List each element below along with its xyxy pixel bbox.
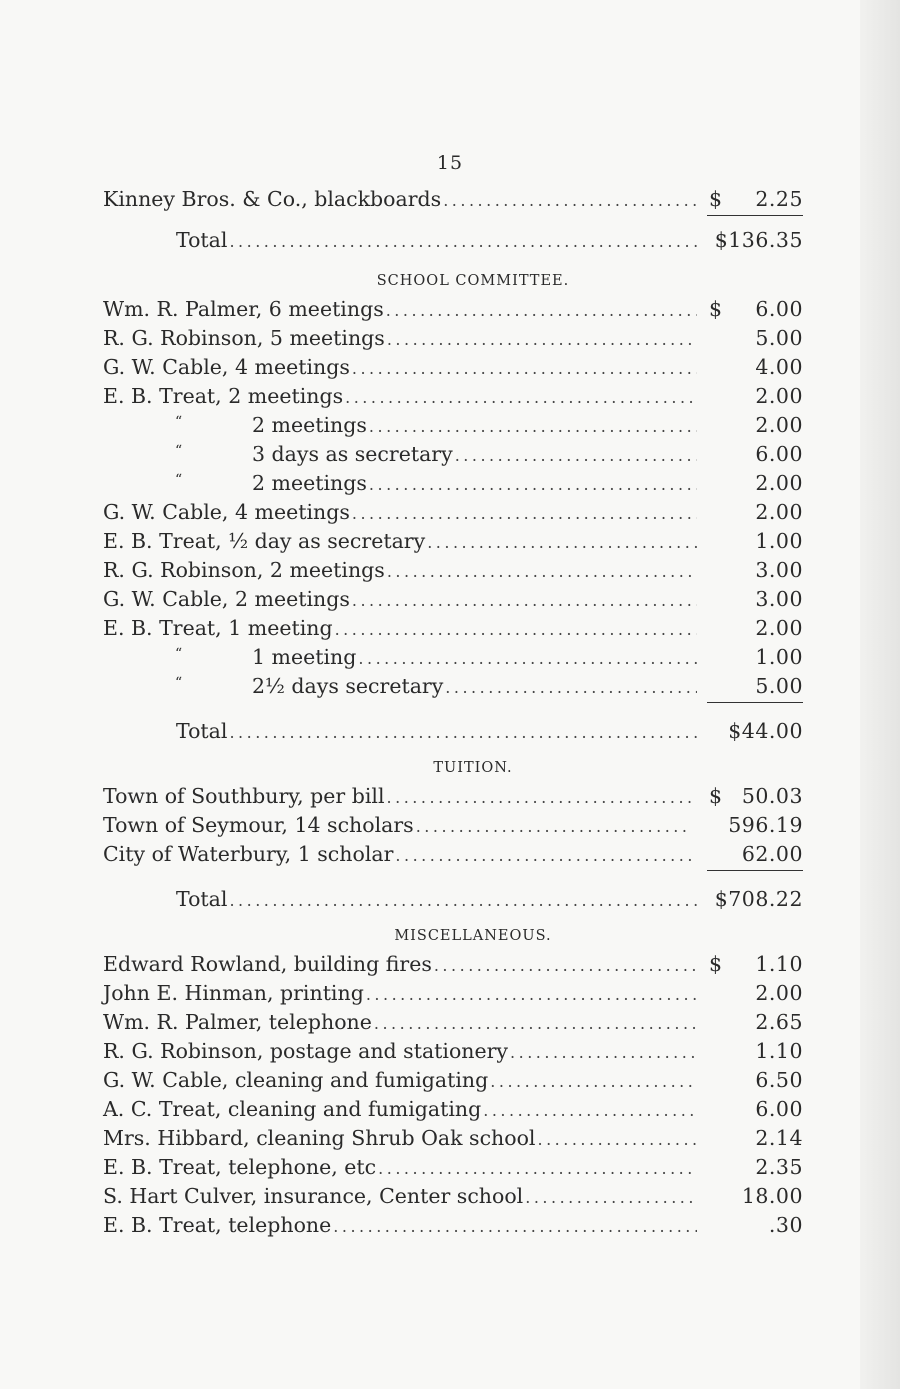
ledger-row <box>103 782 803 811</box>
entry-label <box>103 527 427 556</box>
entry-text: Edward Rowland, building fires <box>103 952 432 976</box>
leader-dots <box>490 1067 697 1096</box>
entry-label <box>103 411 369 440</box>
section-heading: MISCELLANEOUS. <box>394 928 552 944</box>
total-row <box>103 226 803 255</box>
leader-dots <box>387 557 697 586</box>
sum-rule <box>707 215 803 216</box>
entry-amount: .30 <box>768 1213 803 1237</box>
leader-dots <box>434 951 697 980</box>
entry-label <box>103 614 335 643</box>
total-label: Total <box>176 887 228 911</box>
leader-dots <box>229 718 697 747</box>
entry-label <box>103 643 358 672</box>
ledger-row <box>103 1153 803 1182</box>
ledger-row <box>103 353 803 382</box>
entry-amount: 2.00 <box>755 981 803 1005</box>
entry-amount: 18.00 <box>741 1184 803 1208</box>
leader-dots <box>374 1009 697 1038</box>
ledger-row <box>103 1095 803 1124</box>
dollar-sign: $ <box>709 187 723 211</box>
entry-amount: 5.00 <box>755 674 803 698</box>
entry-text: A. C. Treat, cleaning and fumigating <box>103 1097 482 1121</box>
entry-label <box>103 782 387 811</box>
entry-amount: 4.00 <box>755 355 803 379</box>
entry-label <box>103 672 445 701</box>
entry-label <box>103 979 366 1008</box>
entry-text: E. B. Treat, ½ day as secretary <box>103 529 426 553</box>
leader-dots <box>369 470 697 499</box>
leader-dots <box>455 441 697 470</box>
ledger-row <box>103 295 803 324</box>
tuition-list <box>103 782 803 869</box>
ledger-row <box>103 1008 803 1037</box>
leader-dots <box>345 383 697 412</box>
leader-dots <box>443 186 697 215</box>
ledger-row <box>103 1182 803 1211</box>
entry-amount: 2.25 <box>755 187 803 211</box>
entry-amount: 3.00 <box>755 587 803 611</box>
entry-label <box>103 585 352 614</box>
ledger-row <box>103 527 803 556</box>
entry-amount: 596.19 <box>728 813 803 837</box>
entry-label: Kinney Bros. & Co., blackboards <box>103 187 442 211</box>
section-heading: SCHOOL COMMITTEE. <box>376 273 570 289</box>
entry-amount: 62.00 <box>741 842 803 866</box>
entry-text: 3 days as secretary <box>252 442 453 466</box>
ledger-row <box>103 324 803 353</box>
entry-text: G. W. Cable, cleaning and fumigating <box>103 1068 489 1092</box>
page-number: 15 <box>436 152 464 174</box>
entry-label <box>103 811 416 840</box>
leader-dots <box>378 1154 697 1183</box>
leader-dots <box>525 1183 697 1212</box>
entry-text: Wm. R. Palmer, 6 meetings <box>103 297 384 321</box>
ledger-row <box>103 185 803 214</box>
entry-label <box>103 1008 374 1037</box>
entry-amount: 1.10 <box>755 952 803 976</box>
ditto-mark: “ <box>175 646 183 662</box>
ledger-row <box>103 382 803 411</box>
leader-dots <box>229 886 697 915</box>
leader-dots <box>387 325 697 354</box>
ditto-mark: “ <box>175 675 183 691</box>
ledger-row <box>103 1211 803 1240</box>
total-amount: $136.35 <box>714 228 803 252</box>
entry-text: John E. Hinman, printing <box>103 981 364 1005</box>
leader-dots <box>416 812 689 841</box>
entry-amount: 1.00 <box>755 529 803 553</box>
entry-amount: 50.03 <box>741 784 803 808</box>
leader-dots <box>538 1125 698 1154</box>
entry-amount: 2.00 <box>755 471 803 495</box>
leader-dots <box>352 499 697 528</box>
entry-text: 2 meetings <box>252 413 367 437</box>
entry-label <box>103 353 352 382</box>
total-label: Total <box>176 719 228 743</box>
ledger-row <box>103 811 803 840</box>
entry-text: Mrs. Hibbard, cleaning Shrub Oak school <box>103 1126 536 1150</box>
entry-label <box>103 950 434 979</box>
sum-rule <box>707 870 803 871</box>
ledger-row <box>103 672 803 701</box>
leader-dots <box>369 412 697 441</box>
ledger-row <box>103 979 803 1008</box>
ledger-row <box>103 440 803 469</box>
ledger-row <box>103 950 803 979</box>
entry-text: S. Hart Culver, insurance, Center school <box>103 1184 524 1208</box>
entry-amount: 2.35 <box>755 1155 803 1179</box>
entry-label <box>103 1037 510 1066</box>
ledger-row <box>103 643 803 672</box>
leader-dots <box>483 1096 697 1125</box>
leader-dots <box>352 354 697 383</box>
entry-text: Town of Seymour, 14 scholars <box>103 813 414 837</box>
sum-rule <box>707 702 803 703</box>
miscellaneous-list <box>103 950 803 1240</box>
entry-amount: 6.00 <box>755 1097 803 1121</box>
entry-label <box>103 1095 483 1124</box>
leader-dots <box>427 528 697 557</box>
ledger-row <box>103 498 803 527</box>
entry-label <box>103 440 455 469</box>
total-row <box>103 717 803 746</box>
ledger-row <box>103 1124 803 1153</box>
ledger-row <box>103 614 803 643</box>
entry-label <box>103 498 352 527</box>
ledger-row <box>103 411 803 440</box>
entry-text: E. B. Treat, 1 meeting <box>103 616 333 640</box>
dollar-sign: $ <box>709 952 723 976</box>
entry-label <box>103 840 395 869</box>
ledger-row <box>103 840 803 869</box>
entry-text: City of Waterbury, 1 scholar <box>103 842 394 866</box>
entry-text: R. G. Robinson, 5 meetings <box>103 326 385 350</box>
total-row <box>103 885 803 914</box>
total-amount: $708.22 <box>714 887 803 911</box>
entry-amount: 3.00 <box>755 558 803 582</box>
dollar-sign: $ <box>709 784 723 808</box>
leader-dots <box>333 1212 697 1241</box>
entry-text: G. W. Cable, 4 meetings <box>103 355 350 379</box>
entry-label <box>103 1211 333 1240</box>
entry-text: E. B. Treat, 2 meetings <box>103 384 344 408</box>
leader-dots <box>395 841 697 870</box>
entry-label <box>103 382 345 411</box>
entry-amount: 2.00 <box>755 500 803 524</box>
entry-label <box>103 1066 490 1095</box>
entry-amount: 2.00 <box>755 616 803 640</box>
entry-text: Town of Southbury, per bill <box>103 784 385 808</box>
entry-amount: 2.00 <box>755 413 803 437</box>
entry-amount: 2.00 <box>755 384 803 408</box>
entry-amount: 1.00 <box>755 645 803 669</box>
entry-amount: 1.10 <box>755 1039 803 1063</box>
entry-amount: 5.00 <box>755 326 803 350</box>
section-heading: TUITION. <box>433 760 513 776</box>
entry-amount: 6.00 <box>755 442 803 466</box>
entry-text: R. G. Robinson, postage and stationery <box>103 1039 509 1063</box>
entry-text: 2 meetings <box>252 471 367 495</box>
entry-label <box>103 556 387 585</box>
ledger-row <box>103 585 803 614</box>
entry-label <box>103 295 386 324</box>
entry-label <box>103 1153 378 1182</box>
entry-amount: 6.50 <box>755 1068 803 1092</box>
leader-dots <box>358 644 697 673</box>
leader-dots <box>335 615 697 644</box>
entry-amount: 2.14 <box>755 1126 803 1150</box>
entry-text: 1 meeting <box>252 645 357 669</box>
entry-text: E. B. Treat, telephone <box>103 1213 332 1237</box>
ditto-mark: “ <box>175 472 183 488</box>
entry-amount: 6.00 <box>755 297 803 321</box>
ditto-mark: “ <box>175 443 183 459</box>
ledger-row <box>103 1037 803 1066</box>
entry-text: E. B. Treat, telephone, etc <box>103 1155 377 1179</box>
entry-text: G. W. Cable, 2 meetings <box>103 587 350 611</box>
total-amount: $44.00 <box>728 719 803 743</box>
leader-dots <box>510 1038 697 1067</box>
entry-label <box>103 324 387 353</box>
school-committee-list <box>103 295 803 701</box>
leader-dots <box>387 783 697 812</box>
ledger-row <box>103 556 803 585</box>
leader-dots <box>366 980 697 1009</box>
ledger-row <box>103 469 803 498</box>
entry-label <box>103 469 369 498</box>
entry-text: 2½ days secretary <box>252 674 444 698</box>
entry-text: G. W. Cable, 4 meetings <box>103 500 350 524</box>
dollar-sign: $ <box>709 297 723 321</box>
leader-dots <box>352 586 697 615</box>
entry-label <box>103 1124 538 1153</box>
entry-label <box>103 1182 525 1211</box>
entry-text: Wm. R. Palmer, telephone <box>103 1010 372 1034</box>
ledger-row <box>103 1066 803 1095</box>
ditto-mark: “ <box>175 414 183 430</box>
entry-text: R. G. Robinson, 2 meetings <box>103 558 385 582</box>
ledger-content <box>103 185 803 1240</box>
leader-dots <box>229 227 697 256</box>
leader-dots <box>386 296 697 325</box>
page-edge-shadow <box>860 0 900 1389</box>
entry-amount: 2.65 <box>755 1010 803 1034</box>
total-label: Total <box>176 228 228 252</box>
leader-dots <box>445 673 697 702</box>
